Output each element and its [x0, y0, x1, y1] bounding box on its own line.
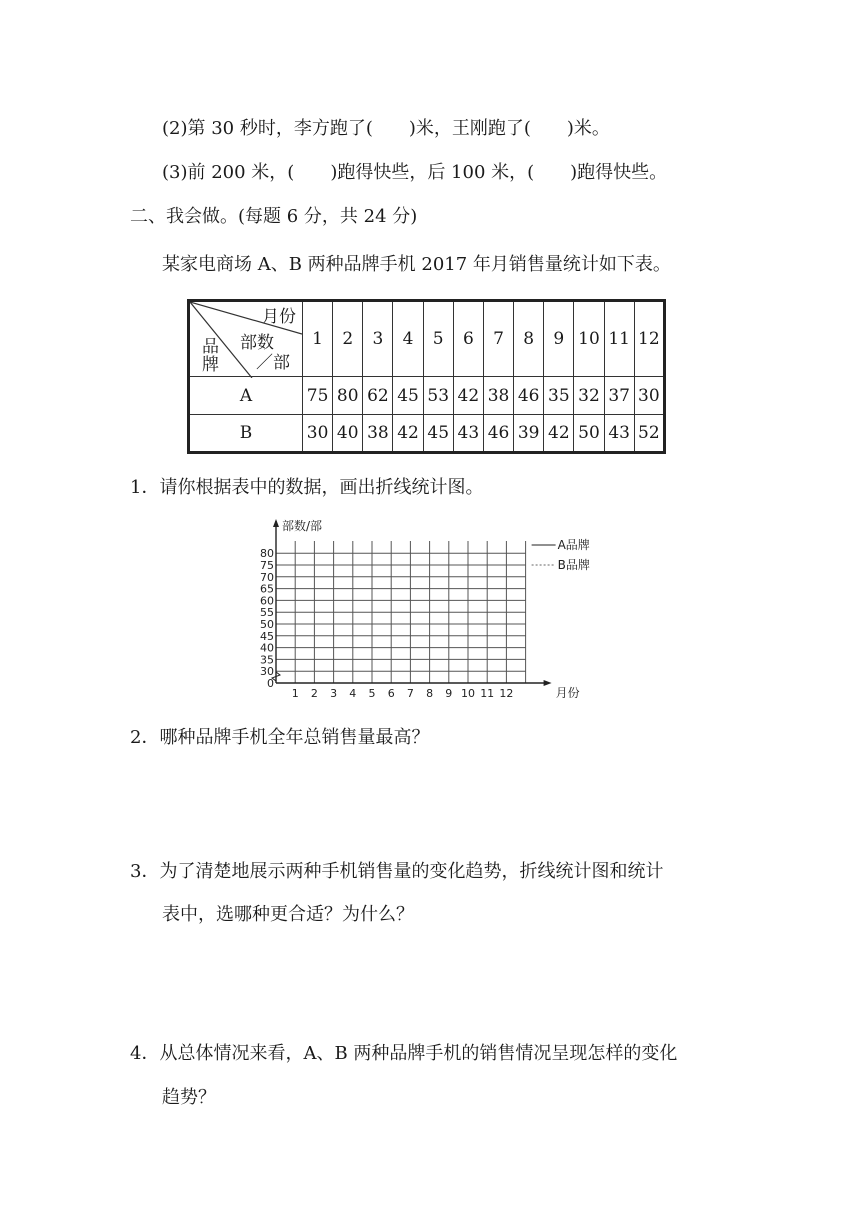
x-tick-label: 1: [291, 687, 299, 700]
value-cell: 52: [634, 415, 664, 453]
x-tick-label: 11: [480, 687, 495, 700]
month-header: 5: [423, 301, 453, 377]
value-cell: 32: [574, 377, 604, 415]
month-header: 11: [604, 301, 634, 377]
y-tick-label: 30: [260, 665, 274, 679]
month-header: 8: [514, 301, 544, 377]
month-header: 4: [393, 301, 423, 377]
month-header: 2: [333, 301, 363, 377]
x-tick-label: 3: [330, 687, 338, 700]
question-2: 2．哪种品牌手机全年总销售量最高？: [130, 727, 430, 748]
value-cell: 43: [453, 415, 483, 453]
y-tick-label: 80: [260, 547, 274, 561]
value-cell: 35: [544, 377, 574, 415]
y-tick-label: 35: [260, 653, 274, 667]
value-cell: 45: [423, 415, 453, 453]
y-tick-label: 0: [267, 677, 274, 690]
value-cell: 50: [574, 415, 604, 453]
value-cell: 42: [453, 377, 483, 415]
value-cell: 46: [483, 415, 513, 453]
y-tick-label: 70: [260, 570, 274, 584]
month-header: 10: [574, 301, 604, 377]
x-tick-label: 4: [349, 687, 357, 700]
value-cell: 38: [483, 377, 513, 415]
y-tick-label: 60: [260, 594, 274, 608]
value-cell: 42: [393, 415, 423, 453]
month-header: 3: [363, 301, 393, 377]
question-2-running: (2)第 30 秒时，李方跑了( )米，王刚跑了( )米。: [162, 118, 610, 139]
brand-cell: B: [189, 415, 303, 453]
y-tick-label: 40: [260, 641, 274, 655]
brand-cell: A: [189, 377, 303, 415]
value-cell: 46: [514, 377, 544, 415]
value-cell: 38: [363, 415, 393, 453]
value-cell: 45: [393, 377, 423, 415]
value-cell: 40: [333, 415, 363, 453]
value-cell: 30: [303, 415, 333, 453]
y-tick-label: 45: [260, 629, 274, 643]
y-axis-label: 部数/部: [282, 519, 323, 533]
value-cell: 62: [363, 377, 393, 415]
corner-count-label: 部数: [240, 333, 274, 353]
y-axis-arrow: [273, 519, 279, 527]
chart-svg: [252, 517, 612, 703]
table-row-a: [189, 377, 665, 415]
table-corner-header: [189, 301, 303, 377]
month-header: 9: [544, 301, 574, 377]
x-tick-label: 12: [499, 687, 514, 700]
value-cell: 43: [604, 415, 634, 453]
legend-label-a: A品牌: [557, 538, 590, 552]
x-tick-label: 10: [461, 687, 475, 700]
question-3-line-1: 3．为了清楚地展示两种手机销售量的变化趋势，折线统计图和统计: [130, 861, 664, 882]
question-3-line-2: 表中，选哪种更合适？为什么？: [162, 904, 414, 925]
table-intro: 某家电商场 A、B 两种品牌手机 2017 年月销售量统计如下表。: [162, 254, 671, 275]
month-header: 1: [303, 301, 333, 377]
line-chart-grid: [252, 517, 612, 707]
y-tick-label: 50: [260, 618, 274, 631]
x-axis-arrow: [544, 680, 552, 686]
legend-label-b: B品牌: [557, 558, 590, 572]
x-tick-label: 8: [426, 687, 434, 700]
x-axis-label: 月份: [555, 686, 580, 700]
value-cell: 53: [423, 377, 453, 415]
question-1: 1．请你根据表中的数据，画出折线统计图。: [130, 477, 484, 498]
value-cell: 42: [544, 415, 574, 453]
corner-brand-label-2: 牌: [202, 355, 219, 375]
month-header: 12: [634, 301, 664, 377]
corner-brand-label-1: 品: [202, 337, 219, 357]
x-tick-label: 7: [406, 687, 414, 700]
y-tick-label: 55: [260, 606, 274, 620]
x-tick-label: 5: [368, 687, 376, 700]
table-row-b: [189, 415, 665, 453]
value-cell: 37: [604, 377, 634, 415]
value-cell: 75: [303, 377, 333, 415]
month-header: 6: [453, 301, 483, 377]
question-3-running: (3)前 200 米，( )跑得快些，后 100 米，( )跑得快些。: [162, 162, 668, 183]
month-header: 7: [483, 301, 513, 377]
question-4-line-1: 4．从总体情况来看，A、B 两种品牌手机的销售情况呈现怎样的变化: [130, 1043, 678, 1064]
value-cell: 39: [514, 415, 544, 453]
question-4-line-2: 趋势？: [162, 1087, 216, 1108]
x-tick-label: 6: [387, 687, 395, 700]
section-heading: 二、我会做。(每题 6 分，共 24 分): [130, 206, 418, 227]
corner-unit-label: ／部: [256, 353, 290, 373]
y-tick-label: 65: [260, 582, 274, 596]
sales-table: [187, 299, 666, 451]
corner-month-label: 月份: [262, 307, 296, 327]
value-cell: 80: [333, 377, 363, 415]
y-tick-label: 75: [260, 559, 274, 572]
x-tick-label: 2: [310, 687, 318, 700]
x-tick-label: 9: [445, 687, 453, 700]
value-cell: 30: [634, 377, 664, 415]
